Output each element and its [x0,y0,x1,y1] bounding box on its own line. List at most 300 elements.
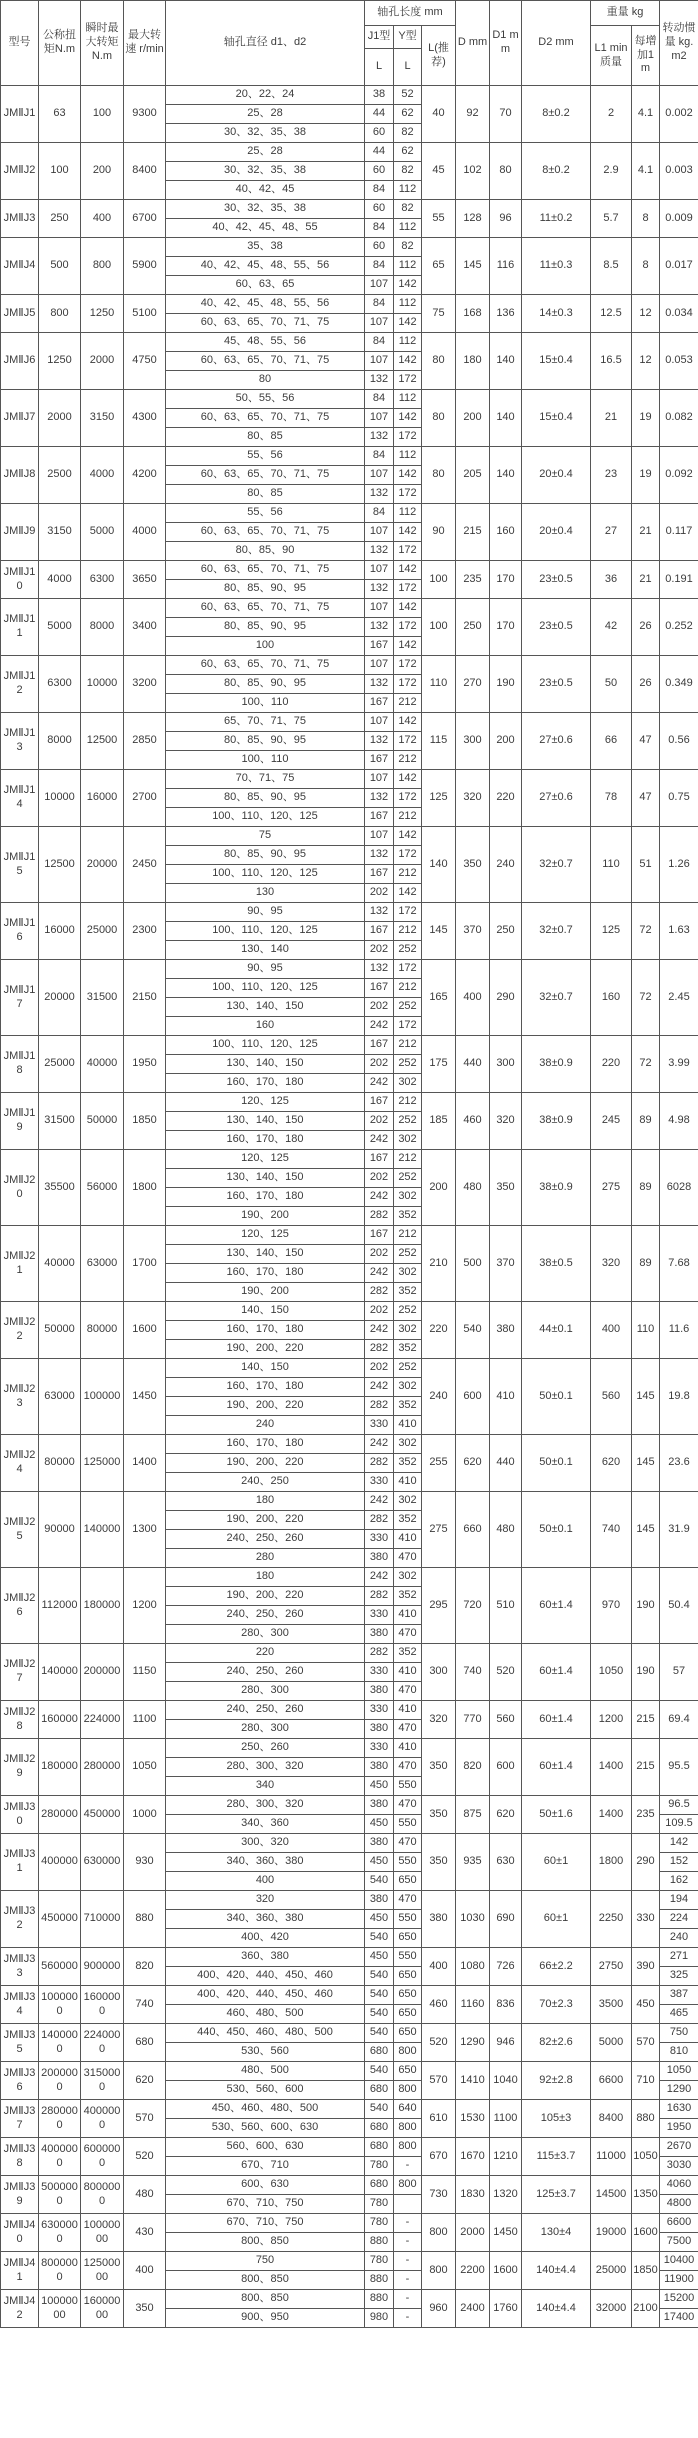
bore-diameter-cell: 460、480、500 [166,2005,365,2024]
inertia-cell: 0.003 [660,143,698,200]
y-length-cell: 62 [394,143,422,162]
j1-length-cell: 107 [365,523,394,542]
inertia-cell: 0.117 [660,504,698,561]
y-length-cell: 142 [394,884,422,903]
model-cell: JMⅡJ34 [1,1986,39,2024]
max-speed-cell: 400 [124,2252,166,2290]
weight-per-m-cell: 8 [632,238,660,295]
j1-length-cell: 107 [365,599,394,618]
bore-diameter-cell: 60、63、65、70、71、75 [166,561,365,580]
weight-per-m-cell: 1350 [632,2176,660,2214]
nominal-torque-cell: 160000 [39,1701,81,1739]
y-length-cell: 142 [394,409,422,428]
j1-length-cell: 60 [365,162,394,181]
d-cell: 2200 [456,2252,490,2290]
weight-per-m-cell: 19 [632,390,660,447]
weight-min-cell: 110 [591,827,632,903]
d-cell: 400 [456,960,490,1036]
d2-cell: 8±0.2 [522,143,591,200]
inertia-cell: 0.053 [660,333,698,390]
weight-min-cell: 2750 [591,1948,632,1986]
max-speed-cell: 2700 [124,770,166,827]
model-cell: JMⅡJ24 [1,1435,39,1492]
y-length-cell: 410 [394,1416,422,1435]
j1-length-cell: 780 [365,2252,394,2271]
model-cell: JMⅡJ21 [1,1226,39,1302]
y-length-cell: 172 [394,371,422,390]
model-cell: JMⅡJ28 [1,1701,39,1739]
inertia-cell: 465 [660,2005,698,2024]
bore-diameter-cell: 60、63、65、70、71、75 [166,466,365,485]
nominal-torque-cell: 90000 [39,1492,81,1568]
l-recommended-cell: 670 [422,2138,456,2176]
weight-min-cell: 23 [591,447,632,504]
l-recommended-cell: 240 [422,1359,456,1435]
j1-length-cell: 60 [365,124,394,143]
weight-min-cell: 275 [591,1150,632,1226]
y-length-cell: 172 [394,618,422,637]
bore-diameter-cell: 130、140、150 [166,998,365,1017]
j1-length-cell: 242 [365,1131,394,1150]
bore-diameter-cell: 240 [166,1416,365,1435]
y-length-cell: 470 [394,1720,422,1739]
j1-length-cell: 107 [365,314,394,333]
inertia-cell: 31.9 [660,1492,698,1568]
nominal-torque-cell: 140000 [39,1644,81,1701]
weight-per-m-cell: 145 [632,1435,660,1492]
max-torque-cell: 63000 [81,1226,124,1302]
bore-diameter-cell: 60、63、65、70、71、75 [166,314,365,333]
d2-cell: 20±0.4 [522,447,591,504]
max-torque-cell: 4000 [81,447,124,504]
weight-min-cell: 32000 [591,2290,632,2328]
bore-diameter-cell: 160、170、180 [166,1264,365,1283]
table-row [1,1739,698,1758]
bore-diameter-cell: 360、380 [166,1948,365,1967]
bore-diameter-cell: 300、320 [166,1834,365,1853]
max-speed-cell: 820 [124,1948,166,1986]
model-cell: JMⅡJ32 [1,1891,39,1948]
j1-length-cell: 202 [365,884,394,903]
bore-diameter-cell: 130、140 [166,941,365,960]
y-length-cell: 82 [394,162,422,181]
table-row [1,713,698,732]
max-torque-cell: 4000000 [81,2100,124,2138]
inertia-cell: 152 [660,1853,698,1872]
weight-per-m-cell: 26 [632,656,660,713]
j1-length-cell: 242 [365,1568,394,1587]
header-max-speed: 最大转速 r/min [124,1,166,86]
weight-per-m-cell: 47 [632,770,660,827]
j1-length-cell: 132 [365,675,394,694]
bore-diameter-cell: 140、150 [166,1302,365,1321]
bore-diameter-cell: 240、250、260 [166,1701,365,1720]
model-cell: JMⅡJ5 [1,295,39,333]
y-length-cell: 172 [394,542,422,561]
max-torque-cell: 100000 [81,1359,124,1435]
weight-per-m-cell: 190 [632,1568,660,1644]
bore-diameter-cell: 60、63、65、70、71、75 [166,409,365,428]
j1-length-cell: 380 [365,1549,394,1568]
l-recommended-cell: 570 [422,2062,456,2100]
j1-length-cell: 167 [365,1226,394,1245]
max-speed-cell: 9300 [124,86,166,143]
y-length-cell: 212 [394,1036,422,1055]
weight-min-cell: 66 [591,713,632,770]
weight-per-m-cell: 21 [632,561,660,599]
model-cell: JMⅡJ12 [1,656,39,713]
inertia-cell: 2670 [660,2138,698,2157]
d2-cell: 23±0.5 [522,561,591,599]
weight-min-cell: 620 [591,1435,632,1492]
nominal-torque-cell: 800 [39,295,81,333]
y-length-cell: 142 [394,466,422,485]
j1-length-cell: 880 [365,2290,394,2309]
d2-cell: 38±0.9 [522,1036,591,1093]
j1-length-cell: 107 [365,276,394,295]
weight-per-m-cell: 450 [632,1986,660,2024]
d-cell: 215 [456,504,490,561]
max-torque-cell: 10000000 [81,2214,124,2252]
weight-per-m-cell: 290 [632,1834,660,1891]
d1-cell: 1040 [490,2062,522,2100]
table-row [1,390,698,409]
table-row [1,960,698,979]
j1-length-cell: 202 [365,1169,394,1188]
d1-cell: 240 [490,827,522,903]
j1-length-cell: 202 [365,1055,394,1074]
table-row [1,333,698,352]
nominal-torque-cell: 5000 [39,599,81,656]
j1-length-cell: 167 [365,865,394,884]
y-length-cell: 172 [394,789,422,808]
bore-diameter-cell: 190、200 [166,1283,365,1302]
weight-per-m-cell: 51 [632,827,660,903]
max-torque-cell: 3150 [81,390,124,447]
y-length-cell: 212 [394,694,422,713]
max-speed-cell: 1400 [124,1435,166,1492]
weight-per-m-cell: 8 [632,200,660,238]
inertia-cell: 142 [660,1834,698,1853]
d2-cell: 27±0.6 [522,713,591,770]
y-length-cell: 82 [394,124,422,143]
j1-length-cell: 84 [365,295,394,314]
d-cell: 1410 [456,2062,490,2100]
y-length-cell: 470 [394,1891,422,1910]
l-recommended-cell: 75 [422,295,456,333]
model-cell: JMⅡJ13 [1,713,39,770]
y-length-cell: 82 [394,238,422,257]
weight-per-m-cell: 235 [632,1796,660,1834]
y-length-cell: 172 [394,903,422,922]
j1-length-cell: 780 [365,2157,394,2176]
bore-diameter-cell: 50、55、56 [166,390,365,409]
model-cell: JMⅡJ39 [1,2176,39,2214]
bore-diameter-cell: 80 [166,371,365,390]
j1-length-cell: 84 [365,504,394,523]
bore-diameter-cell: 240、250、260 [166,1530,365,1549]
d1-cell: 520 [490,1644,522,1701]
y-length-cell: 410 [394,1701,422,1720]
y-length-cell: 302 [394,1074,422,1093]
d2-cell: 50±1.6 [522,1796,591,1834]
j1-length-cell: 84 [365,447,394,466]
max-torque-cell: 100 [81,86,124,143]
y-length-cell: 800 [394,2176,422,2195]
d1-cell: 290 [490,960,522,1036]
j1-length-cell: 132 [365,846,394,865]
header-weight: 重量 kg [591,1,660,26]
model-cell: JMⅡJ4 [1,238,39,295]
table-row [1,447,698,466]
d1-cell: 160 [490,504,522,561]
d2-cell: 50±0.1 [522,1435,591,1492]
d2-cell: 15±0.4 [522,333,591,390]
bore-diameter-cell: 190、200、220 [166,1454,365,1473]
j1-length-cell: 132 [365,960,394,979]
y-length-cell: 302 [394,1492,422,1511]
table-header [1,1,698,86]
y-length-cell: 352 [394,1644,422,1663]
j1-length-cell: 330 [365,1701,394,1720]
j1-length-cell: 167 [365,751,394,770]
inertia-cell: 1290 [660,2081,698,2100]
j1-length-cell: 330 [365,1416,394,1435]
inertia-cell: 3.99 [660,1036,698,1093]
d-cell: 500 [456,1226,490,1302]
nominal-torque-cell: 31500 [39,1093,81,1150]
j1-length-cell: 680 [365,2138,394,2157]
y-length-cell: 352 [394,1454,422,1473]
weight-min-cell: 1200 [591,1701,632,1739]
table-row [1,903,698,922]
d1-cell: 80 [490,143,522,200]
inertia-cell: 19.8 [660,1359,698,1435]
weight-min-cell: 14500 [591,2176,632,2214]
j1-length-cell: 780 [365,2195,394,2214]
bore-diameter-cell: 530、560、600 [166,2081,365,2100]
header-bore-length: 轴孔长度 mm [365,1,456,26]
y-length-cell: - [394,2252,422,2271]
y-length-cell: 302 [394,1321,422,1340]
l-recommended-cell: 800 [422,2214,456,2252]
table-row [1,2214,698,2233]
bore-diameter-cell: 40、42、45、48、55、56 [166,295,365,314]
bore-diameter-cell: 120、125 [166,1226,365,1245]
model-cell: JMⅡJ41 [1,2252,39,2290]
y-length-cell: 172 [394,656,422,675]
j1-length-cell: 167 [365,922,394,941]
y-length-cell: 252 [394,1245,422,1264]
max-torque-cell: 31500 [81,960,124,1036]
d2-cell: 11±0.3 [522,238,591,295]
nominal-torque-cell: 2500 [39,447,81,504]
j1-length-cell: 84 [365,257,394,276]
bore-diameter-cell: 80、85、90、95 [166,618,365,637]
header-l-recommended: L(推荐) [422,26,456,86]
model-cell: JMⅡJ18 [1,1036,39,1093]
y-length-cell: 252 [394,998,422,1017]
bore-diameter-cell: 220 [166,1644,365,1663]
l-recommended-cell: 210 [422,1226,456,1302]
j1-length-cell: 330 [365,1606,394,1625]
j1-length-cell: 60 [365,200,394,219]
l-recommended-cell: 80 [422,447,456,504]
inertia-cell: 0.009 [660,200,698,238]
j1-length-cell: 84 [365,181,394,200]
d1-cell: 70 [490,86,522,143]
d1-cell: 560 [490,1701,522,1739]
inertia-cell: 4060 [660,2176,698,2195]
d2-cell: 92±2.8 [522,2062,591,2100]
y-length-cell: 302 [394,1568,422,1587]
d1-cell: 600 [490,1739,522,1796]
l-recommended-cell: 40 [422,86,456,143]
y-length-cell: 172 [394,428,422,447]
bore-diameter-cell: 100、110、120、125 [166,979,365,998]
d2-cell: 38±0.5 [522,1226,591,1302]
model-cell: JMⅡJ7 [1,390,39,447]
d-cell: 770 [456,1701,490,1739]
nominal-torque-cell: 4000 [39,561,81,599]
inertia-cell: 109.5 [660,1815,698,1834]
table-row [1,599,698,618]
weight-min-cell: 1050 [591,1644,632,1701]
weight-min-cell: 2250 [591,1891,632,1948]
weight-per-m-cell: 880 [632,2100,660,2138]
bore-diameter-cell: 280 [166,1549,365,1568]
y-length-cell: 800 [394,2119,422,2138]
max-speed-cell: 2850 [124,713,166,770]
max-torque-cell: 800 [81,238,124,295]
y-length-cell: 352 [394,1587,422,1606]
bore-diameter-cell: 670、710、750 [166,2214,365,2233]
d-cell: 145 [456,238,490,295]
j1-length-cell: 282 [365,1587,394,1606]
bore-diameter-cell: 190、200、220 [166,1511,365,1530]
max-torque-cell: 280000 [81,1739,124,1796]
y-length-cell: 112 [394,219,422,238]
j1-length-cell: 167 [365,637,394,656]
d-cell: 660 [456,1492,490,1568]
max-speed-cell: 740 [124,1986,166,2024]
max-torque-cell: 180000 [81,1568,124,1644]
nominal-torque-cell: 100 [39,143,81,200]
j1-length-cell: 60 [365,238,394,257]
d1-cell: 630 [490,1834,522,1891]
weight-per-m-cell: 72 [632,1036,660,1093]
model-cell: JMⅡJ40 [1,2214,39,2252]
l-recommended-cell: 295 [422,1568,456,1644]
d2-cell: 32±0.7 [522,903,591,960]
weight-min-cell: 400 [591,1302,632,1359]
j1-length-cell: 242 [365,1017,394,1036]
y-length-cell: 212 [394,865,422,884]
d2-cell: 115±3.7 [522,2138,591,2176]
inertia-cell: 6600 [660,2214,698,2233]
table-row [1,1302,698,1321]
table-row [1,1093,698,1112]
j1-length-cell: 540 [365,2024,394,2043]
l-recommended-cell: 960 [422,2290,456,2328]
j1-length-cell: 540 [365,1929,394,1948]
nominal-torque-cell: 250 [39,200,81,238]
bore-diameter-cell: 800、850 [166,2290,365,2309]
inertia-cell: 0.191 [660,561,698,599]
y-length-cell: 212 [394,1150,422,1169]
j1-length-cell: 132 [365,618,394,637]
d-cell: 875 [456,1796,490,1834]
header-l-y: L [394,49,422,86]
y-length-cell: 550 [394,1815,422,1834]
l-recommended-cell: 730 [422,2176,456,2214]
max-speed-cell: 1100 [124,1701,166,1739]
header-d: D mm [456,1,490,86]
j1-length-cell: 540 [365,2062,394,2081]
bore-diameter-cell: 30、32、35、38 [166,200,365,219]
weight-min-cell: 2 [591,86,632,143]
bore-diameter-cell: 130、140、150 [166,1245,365,1264]
y-length-cell: 352 [394,1511,422,1530]
d-cell: 1030 [456,1891,490,1948]
model-cell: JMⅡJ42 [1,2290,39,2328]
y-length-cell: 112 [394,504,422,523]
table-row [1,2290,698,2309]
table-row [1,561,698,580]
bore-diameter-cell: 160、170、180 [166,1378,365,1397]
max-torque-cell: 8000000 [81,2176,124,2214]
d2-cell: 15±0.4 [522,390,591,447]
header-weight-min: L1 min质量 [591,26,632,86]
bore-diameter-cell: 600、630 [166,2176,365,2195]
d1-cell: 690 [490,1891,522,1948]
j1-length-cell: 167 [365,1150,394,1169]
nominal-torque-cell: 6300000 [39,2214,81,2252]
table-row [1,2024,698,2043]
max-speed-cell: 480 [124,2176,166,2214]
weight-min-cell: 36 [591,561,632,599]
y-length-cell: 82 [394,200,422,219]
l-recommended-cell: 800 [422,2252,456,2290]
j1-length-cell: 540 [365,1872,394,1891]
table-row [1,2062,698,2081]
y-length-cell: 302 [394,1264,422,1283]
bore-diameter-cell: 480、500 [166,2062,365,2081]
max-speed-cell: 1150 [124,1644,166,1701]
max-torque-cell: 40000 [81,1036,124,1093]
inertia-cell: 11900 [660,2271,698,2290]
j1-length-cell: 167 [365,808,394,827]
weight-min-cell: 6600 [591,2062,632,2100]
bore-diameter-cell: 320 [166,1891,365,1910]
y-length-cell: 212 [394,751,422,770]
d1-cell: 946 [490,2024,522,2062]
max-speed-cell: 1700 [124,1226,166,1302]
nominal-torque-cell: 10000 [39,770,81,827]
table-row [1,2100,698,2119]
d-cell: 1290 [456,2024,490,2062]
table-row [1,200,698,219]
table-row [1,1435,698,1454]
bore-diameter-cell: 30、32、35、38 [166,162,365,181]
weight-per-m-cell: 1050 [632,2138,660,2176]
inertia-cell: 0.75 [660,770,698,827]
nominal-torque-cell: 20000 [39,960,81,1036]
nominal-torque-cell: 1400000 [39,2024,81,2062]
max-torque-cell: 3150000 [81,2062,124,2100]
l-recommended-cell: 80 [422,333,456,390]
inertia-cell: 4800 [660,2195,698,2214]
